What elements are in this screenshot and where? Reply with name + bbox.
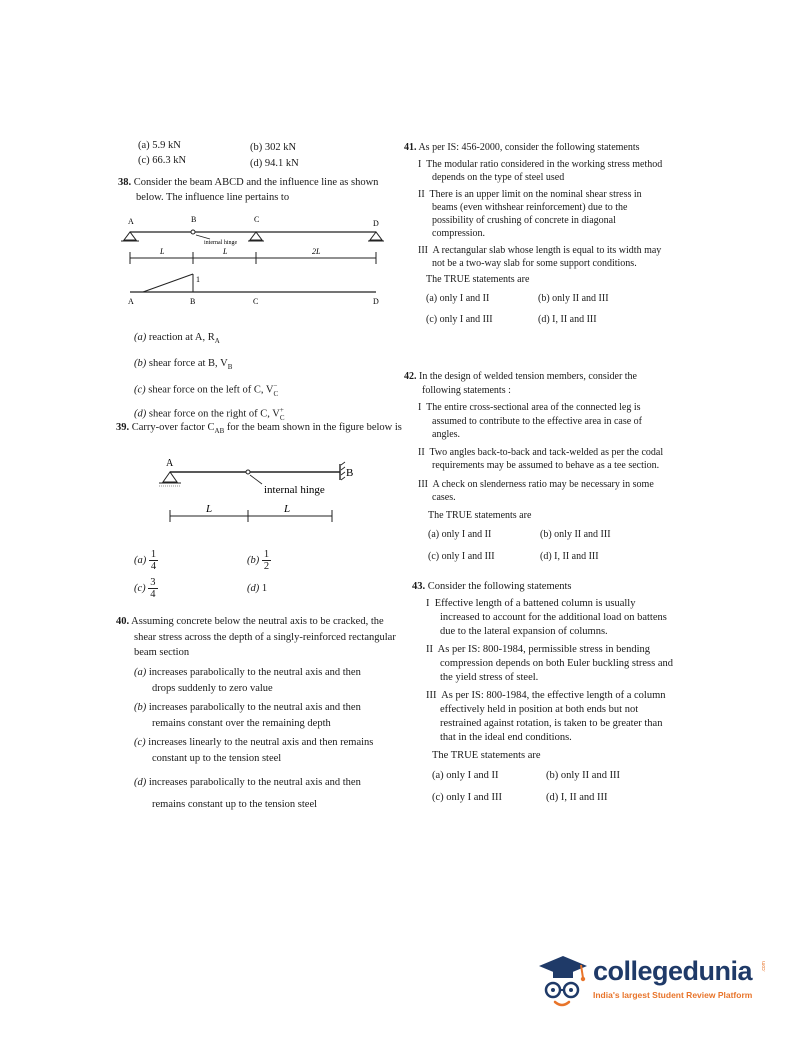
q38-option-c-sup: − [273,382,278,391]
q43-statement-2 [412,643,674,685]
q39-option-d [247,583,267,594]
q38-option-a [134,331,384,349]
q39-option-d-key: (d) [247,582,260,594]
q40-number: 40. [116,616,130,627]
q40-option-d-key: (d) [134,777,147,788]
q38-stem [118,176,401,205]
q43-statement-2-text: As per IS: 800-1984, permissible stress in bending compression depends on both Euler buckling stress and the yield stress of steel. [437,644,673,683]
q40-option-b [134,700,384,732]
brand-tagline: India's largest Student Review Platform [593,990,753,1000]
q39-option-b [247,549,271,572]
q42-statement-1-key: I [418,402,422,413]
prev-option-c: (c) 66.3 kN [138,155,187,166]
q38-dim-2: L [223,247,228,256]
q43-text: Consider the following statements [427,581,572,592]
q42-statement-2 [404,446,666,473]
q43-true-label: The TRUE statements are [432,750,541,761]
q43-option-a: (a) only I and II [432,770,499,781]
q39-option-b-den: 2 [263,560,270,572]
q43-number: 43. [412,581,426,592]
q39-option-a [134,549,247,572]
brand-suffix: .com [761,961,767,972]
q43-option-b: (b) only II and III [546,770,621,781]
q40-options [134,665,384,816]
q38-option-d-text: shear force on the right of C, V [148,408,280,420]
q39-text-sub: AB [214,427,225,436]
q42-statement-3-key: III [418,478,428,490]
q38-option-a-sub: A [214,337,220,346]
q43-stem [412,580,674,594]
q39-option-c-den: 4 [150,588,156,600]
prev-option-d: (d) 94.1 kN [250,158,299,169]
q41-number: 41. [404,142,417,153]
q42-statement-2-text: Two angles back-to-back and tack-welded as per the codal requirements may be assumed to behave as a tee section. [429,446,664,471]
q38-options [134,331,384,422]
q40-stem [116,614,402,661]
q39-hinge-label: internal hinge [264,484,325,496]
q38-option-a-key: (a) [134,332,147,343]
q43-option-d: (d) I, II and III [546,792,608,803]
q38-hinge-label: internal hinge [204,240,238,246]
q38-option-a-text: reaction at A, R [148,332,215,343]
q41-option-c: (c) only I and III [426,314,493,325]
q43-statement-3-text: As per IS: 800-1984, the effective length of a column effectively held in position at both ends but not restrained against rotation, is taken to be greater than that in the ideal end conditions. [440,690,666,743]
q39-text-pre: Carry-over factor C [131,422,215,433]
q38-option-c-sub: C [273,390,279,399]
q43-statement-3 [412,689,674,745]
q38-il-label-b: B [190,297,196,306]
q40-option-c-text: increases linearly to the neutral axis and then remains constant up to the tension steel [148,737,374,764]
q42-statement-1-text: The entire cross-sectional area of the connected leg is assumed to contribute to the effective area in case of angles. [426,402,643,440]
q39-option-b-num: 1 [263,548,270,560]
q40-option-a [134,665,384,697]
q39-options [134,546,374,602]
q42-block [404,370,666,563]
q39-label-b: B [346,467,354,479]
q38-option-b-sub: B [227,362,233,371]
q41-block [404,141,666,326]
q38-figure [118,212,388,308]
q41-option-d: (d) I, II and III [538,314,597,325]
q38-option-b-key: (b) [134,357,147,369]
q42-stem [404,370,666,397]
q39-number: 39. [116,422,130,433]
q41-statement-3-key: III [418,245,428,256]
q39-option-c [134,577,247,600]
q41-statement-1-text: The modular ratio considered in the working stress method depends on the type of steel used [426,159,663,183]
q42-statement-1 [404,401,666,442]
q41-statement-2 [404,188,666,240]
q39-dim-2: L [284,503,291,515]
q41-text: As per IS: 456-2000, consider the following statements [418,142,640,153]
q41-statement-1 [404,158,666,184]
q38-label-a: A [128,217,134,226]
q38-text: Consider the beam ABCD and the influence line as shown below. The influence line pertains to [133,177,379,203]
q38-il-label-a: A [128,297,134,306]
q38-option-c-text: shear force on the left of C, V [148,384,274,396]
student-mascot-icon [533,952,591,1012]
q40-option-b-text: increases parabolically to the neutral axis and then remains constant over the remaining depth [148,702,361,729]
q41-statement-3 [404,244,666,270]
q38-il-value: 1 [196,275,200,284]
q42-number: 42. [404,371,417,382]
q38-option-d-key: (d) [134,408,147,420]
q38-il-label-d: D [373,297,379,306]
prev-option-a: (a) 5.9 kN [138,140,181,151]
q40-option-d [134,772,384,816]
q38-option-b-text: shear force at B, V [148,357,228,369]
q38-label-b: B [191,215,197,224]
q39-option-a-den: 4 [150,560,157,572]
q42-option-c: (c) only I and III [428,550,495,562]
q43-statement-1-text: Effective length of a battened column is usually increased to account for the additional load on battens due to the lateral expansion of columns. [434,598,667,637]
q42-statement-3 [404,478,666,505]
q38-dim-3: 2L [312,247,321,256]
q42-option-d: (d) I, II and III [540,550,599,562]
q42-statement-3-text: A check on slenderness ratio may be necessary in some cases. [432,478,654,503]
q38-label-c: C [254,215,260,224]
collegedunia-watermark [533,950,773,1020]
q41-statement-3-text: A rectangular slab whose length is equal to its width may not be a two-way slab for some support conditions. [432,245,662,269]
q39-option-c-num: 3 [150,576,156,588]
q43-block [412,580,674,805]
q41-statement-2-key: II [418,189,425,200]
q38-option-d-sub: C [279,414,285,423]
q38-option-b [134,357,384,375]
q38-option-c-key: (c) [134,384,146,396]
q39-option-a-num: 1 [150,548,157,560]
q42-option-b: (b) only II and III [540,529,611,540]
q38-il-label-c: C [253,297,259,306]
prev-option-b: (b) 302 kN [250,142,297,153]
q43-statement-3-key: III [426,690,437,701]
q39-figure [150,458,360,524]
q43-statement-2-key: II [426,644,433,655]
q42-statement-2-key: II [418,446,425,458]
q39-option-c-key: (c) [134,582,146,594]
q41-statement-2-text: There is an upper limit on the nominal shear stress in beams (even withshear reinforcement) due to the possibility of crushing of concrete in diagonal compression. [429,189,642,239]
q40-text: Assuming concrete below the neutral axis to be cracked, the shear stress across the depth of a singly-reinforced rectangular beam section [131,616,396,658]
q43-option-c: (c) only I and III [432,792,502,803]
q41-statement-1-key: I [418,159,422,170]
q39-option-b-key: (b) [247,554,260,566]
q41-true-label: The TRUE statements are [426,274,530,285]
q38-dim-1: L [160,247,165,256]
q40-option-c [134,735,384,767]
q39-stem [116,421,402,439]
q40-option-a-key: (a) [134,667,147,678]
q39-text-post: for the beam shown in the figure below is [224,422,402,433]
q40-option-c-key: (c) [134,737,146,748]
q40-option-d-text: increases parabolically to the neutral axis and then remains constant up to the tension steel [148,777,361,810]
q39-option-a-key: (a) [134,554,147,566]
q42-text: In the design of welded tension members, consider the following statements : [419,371,637,396]
q38-label-d: D [373,219,379,228]
q40-option-a-text: increases parabolically to the neutral axis and then drops suddenly to zero value [148,667,361,694]
q40-option-b-key: (b) [134,702,147,713]
q43-statement-1 [412,597,674,639]
q39-option-d-val: 1 [261,582,268,594]
q38-option-c [134,382,384,398]
brand-name: collegedunia [593,956,753,986]
q41-option-b: (b) only II and III [538,293,609,304]
q39-label-a: A [166,458,174,469]
q41-option-a: (a) only I and II [426,293,490,304]
q41-stem [404,141,666,154]
q38-option-d [134,406,384,422]
q39-dim-1: L [206,503,213,515]
q38-number: 38. [118,177,132,188]
q38-option-d-sup: + [279,406,284,415]
q42-true-label: The TRUE statements are [428,509,532,521]
q43-statement-1-key: I [426,598,430,609]
q42-option-a: (a) only I and II [428,529,492,540]
